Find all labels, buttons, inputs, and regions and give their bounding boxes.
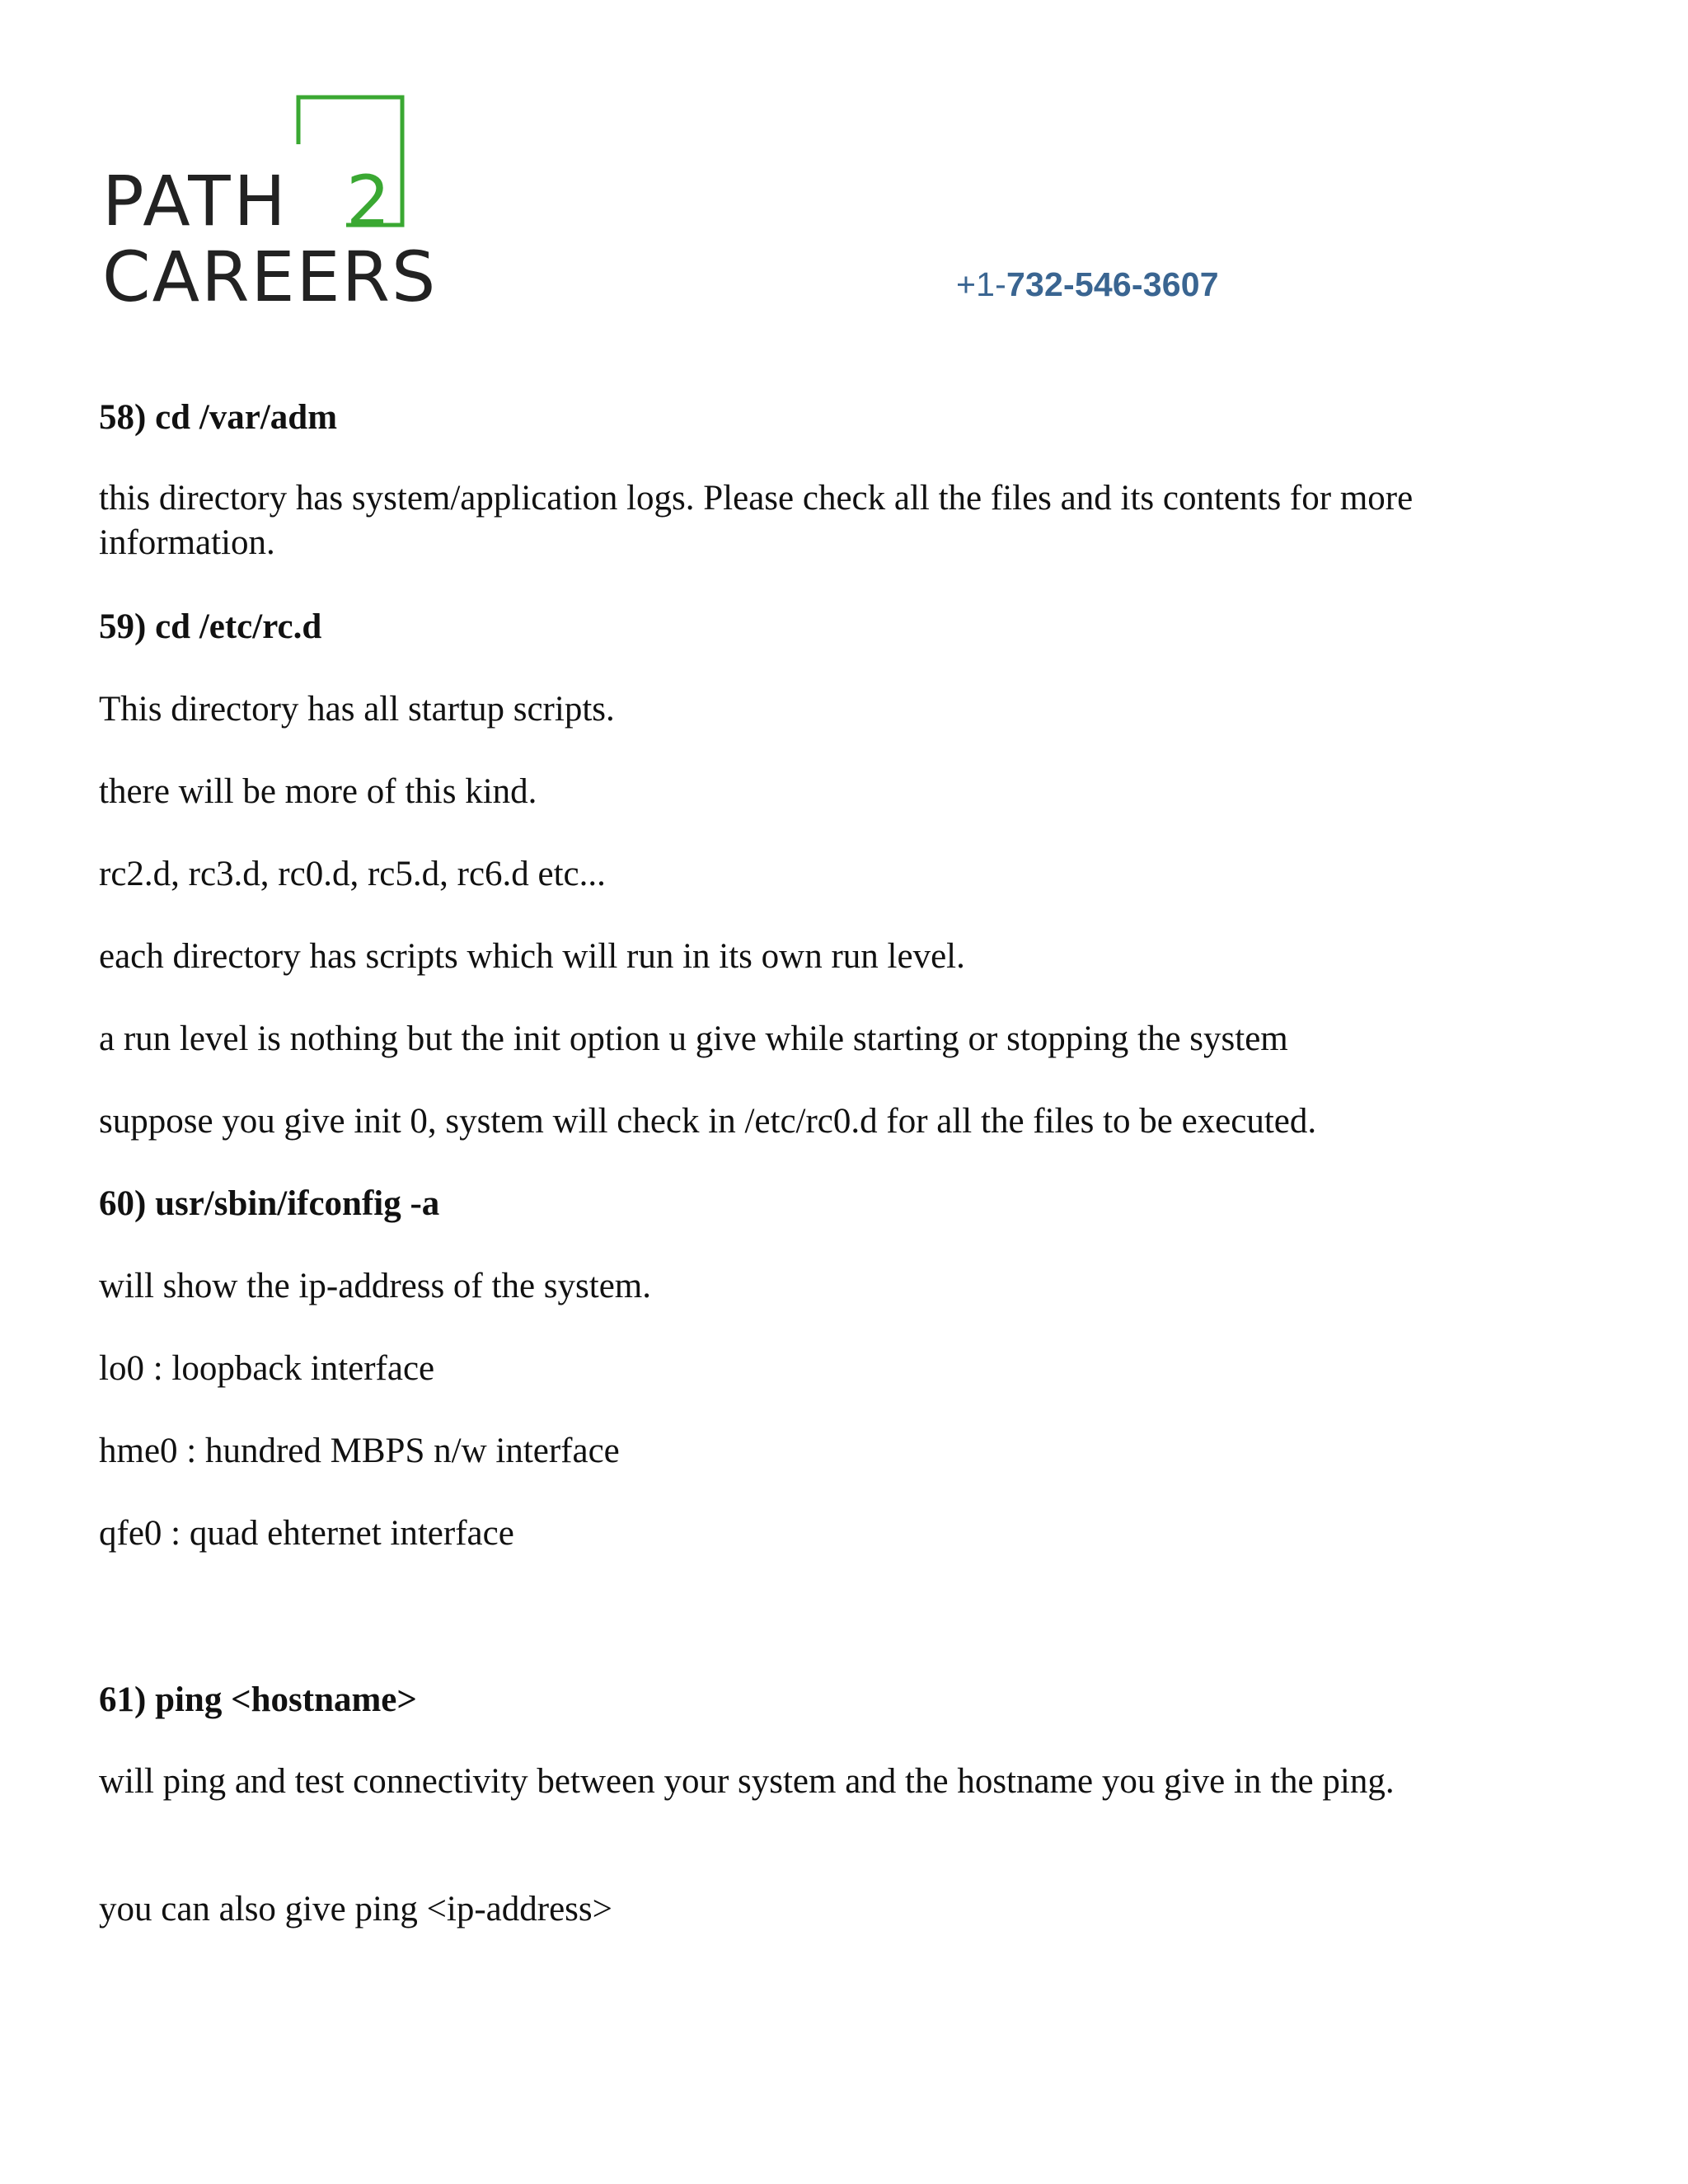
- paragraph: will show the ip-address of the system.: [99, 1267, 651, 1305]
- paragraph: suppose you give init 0, system will check in /etc/rc0.d for all the files to be executed.: [99, 1102, 1317, 1141]
- logo-word-path: PATH: [102, 161, 289, 241]
- logo-digit: 2: [346, 161, 391, 241]
- paragraph: qfe0 : quad ehternet interface: [99, 1514, 514, 1553]
- phone-digits: 732-546-3607: [1006, 265, 1219, 303]
- paragraph: each directory has scripts which will run in its own run level.: [99, 937, 965, 976]
- logo-word-careers: CAREERS: [102, 237, 438, 309]
- section-heading: 58) cd /var/adm: [99, 398, 338, 437]
- paragraph: rc2.d, rc3.d, rc0.d, rc5.d, rc6.d etc...: [99, 855, 606, 893]
- section-heading: 59) cd /etc/rc.d: [99, 607, 322, 646]
- paragraph: lo0 : loopback interface: [99, 1349, 435, 1388]
- paragraph: a run level is nothing but the init option u give while starting or stopping the system: [99, 1019, 1288, 1058]
- phone-prefix: +1-: [956, 265, 1006, 303]
- section-heading: 60) usr/sbin/ifconfig -a: [99, 1184, 440, 1223]
- path2careers-logo: [101, 95, 463, 309]
- paragraph: there will be more of this kind.: [99, 772, 537, 811]
- phone-number: [956, 265, 1219, 304]
- paragraph: this directory has system/application logs. Please check all the files and its contents for more information.: [99, 479, 1414, 562]
- paragraph: will ping and test connectivity between your system and the hostname you give in the ping.: [99, 1762, 1395, 1801]
- paragraph: This directory has all startup scripts.: [99, 690, 615, 729]
- paragraph: you can also give ping <ip-address>: [99, 1890, 612, 1929]
- logo-graphic: [101, 95, 463, 309]
- paragraph: hme0 : hundred MBPS n/w interface: [99, 1432, 620, 1470]
- section-heading: 61) ping <hostname>: [99, 1680, 417, 1719]
